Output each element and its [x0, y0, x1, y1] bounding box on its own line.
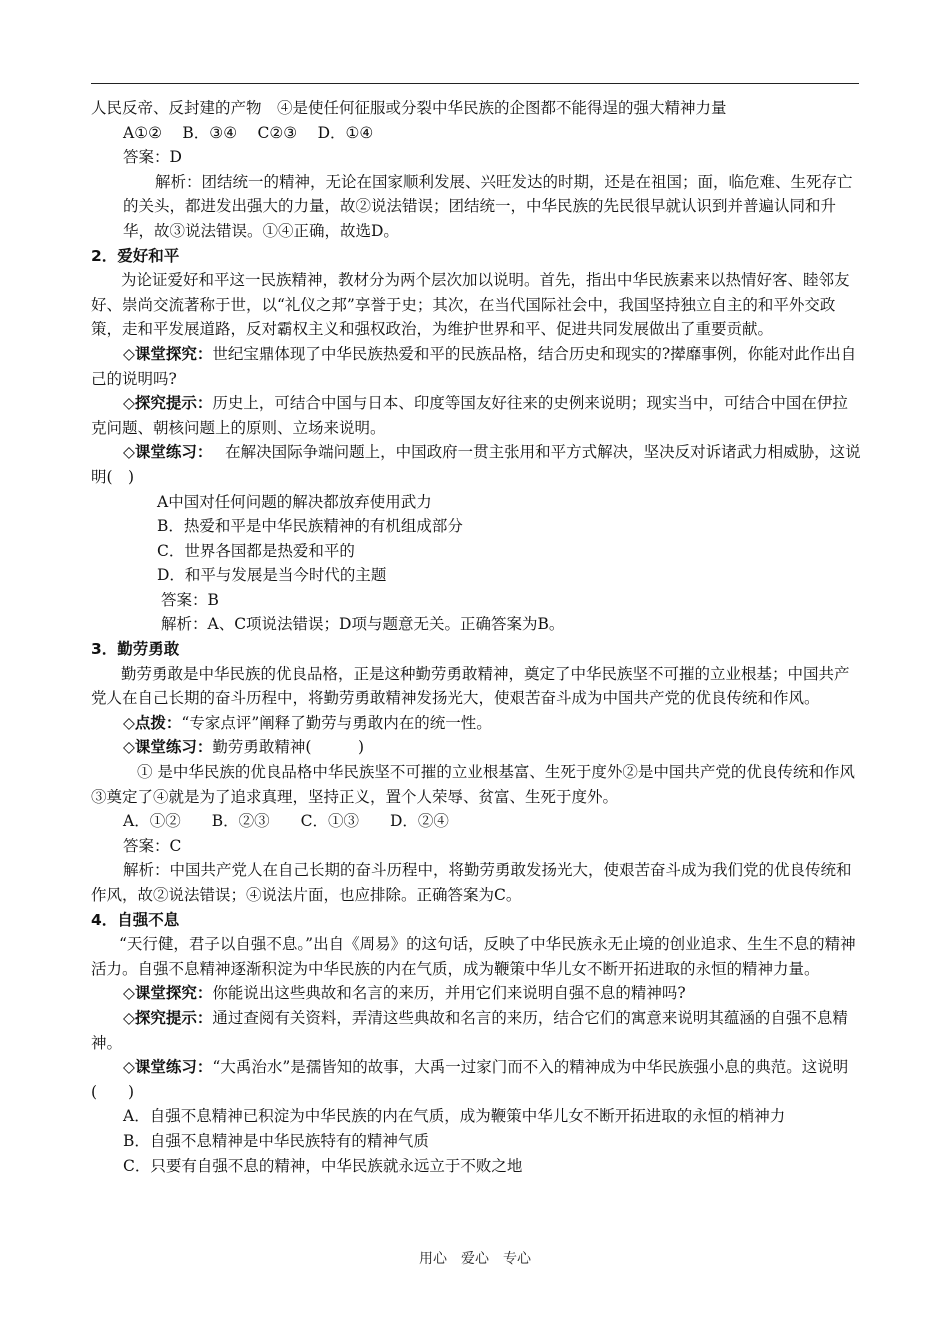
analysis-line: 解析：A、C项说法错误；D项与题意无关。正确答案为B。 — [161, 615, 565, 634]
exploration-1: ◇课堂探究：世纪宝鼎体现了中华民族热爱和平的民族品格，结合历史和现实的?撵靡事例，你能对此作出自己的说明吗? — [91, 344, 857, 388]
header-rule — [91, 83, 859, 84]
analysis-para: 解析：团结统一的精神，无论在国家顺利发展、兴旺发达的时期，还是在祖国；面，临危难、生死存亡的关头，都进发出强大的力量，故②说法错误；团结统一，中华民族的先民很早就认识到并普遍认同和升华，故③说法错误。①④正确，故选D。 — [123, 172, 853, 240]
option-c: C．世界各国都是热爱和平的 — [157, 541, 355, 560]
page-footer: 用心 爱心 专心 — [419, 1251, 531, 1267]
answer-line: 答案：C — [123, 836, 182, 855]
option-c: C．只要有自强不息的精神，中华民族就永远立于不败之地 — [123, 1156, 523, 1175]
answer-line: 答案：B — [161, 590, 219, 609]
exercise-1: ◇课堂练习： 在解决国际争端问题上，中国政府一贯主张用和平方式解决，坚决反对诉诸武力相威胁，这说明( ) — [91, 443, 861, 486]
section-para-4: “天行健，君子以自强不息。”出自《周易》的这句话，反映了中华民族永无止境的创业追求、生生不息的精神活力。自强不息精神逐渐积淀为中华民族的内在气质，成为鞭策中华儿女不断开拓进取的永恒的精神力量。 — [91, 935, 856, 978]
exercise-2-body: ① 是中华民族的优良品格中华民族坚不可摧的立业根基富、生死于度外②是中国共产党的优良传统和作风③奠定了④就是为了追求真理，坚持正义，置个人荣辱、贫富、生死于度外。 — [91, 763, 855, 806]
exercise-2: ◇课堂练习：勤劳勇敢精神( ) — [123, 738, 365, 757]
option-b: B．热爱和平是中华民族精神的有机组成部分 — [157, 517, 463, 536]
hint-1: ◇探究提示：历史上，可结合中国与日本、印度等国友好往来的史例来说明；现实当中，可结合中国在伊拉克问题、朝核问题上的原则、立场来说明。 — [91, 394, 848, 437]
option-b: B．自强不息精神是中华民族特有的精神气质 — [123, 1131, 429, 1150]
option-d: D．和平与发展是当今时代的主题 — [157, 566, 387, 585]
analysis-para: 解析：中国共产党人在自己长期的奋斗历程中，将勤劳勇敢发扬光大，使艰苦奋斗成为我们党的优良传统和作风，故②说法错误；④说法片面，也应排除。正确答案为C。 — [91, 861, 852, 904]
hint-2: ◇探究提示：通过查阅有关资料，弄清这些典故和名言的来历，结合它们的寓意来说明其蕴涵的自强不息精神。 — [91, 1008, 848, 1052]
option-a: A．自强不息精神已积淀为中华民族的内在气质，成为鞭策中华儿女不断开拓进取的永恒的梢神力 — [123, 1107, 786, 1126]
tip-1: ◇点拨：“专家点评”阐释了勤劳与勇敢内在的统一性。 — [123, 713, 492, 732]
text-line: 人民反帝、反封建的产物 ④是使任何征服或分裂中华民族的企图都不能得逞的强大精神力量 — [91, 99, 727, 117]
section-para-3: 勤劳勇敢是中华民族的优良品格，正是这种勤劳勇敢精神，奠定了中华民族坚不可摧的立业根基；中国共产党人在自己长期的奋斗历程中，将勤劳勇敢精神发扬光大，使艰苦奋斗成为中国共产党的优良传统和作风。 — [91, 664, 850, 708]
section-heading-3: 3．勤劳勇敢 — [91, 640, 180, 659]
page-body — [91, 96, 863, 1178]
section-heading-2: 2．爱好和平 — [91, 246, 180, 265]
exercise-3: ◇课堂练习：“大禹治水”是孺皆知的故事，大禹一过家门而不入的精神成为中华民族强小息的典范。这说明( ) — [91, 1058, 849, 1101]
options-line: A．①② B．②③ C．①③ D．②④ — [123, 812, 449, 831]
option-a: A中国对任何问题的解决都放弃使用武力 — [157, 492, 432, 511]
exploration-2: ◇课堂探究：你能说出这些典故和名言的来历，并用它们来说明自强不息的精神吗? — [123, 984, 686, 1003]
answer-line: 答案：D — [123, 148, 182, 167]
section-heading-4: 4．自强不息 — [91, 910, 180, 929]
options-line: A①② B．③④ C②③ D．①④ — [123, 123, 374, 142]
section-para-2: 为论证爱好和平这一民族精神，教材分为两个层次加以说明。首先，指出中华民族素来以热情好客、睦邻友好、崇尚交流著称于世，以“礼仪之邦”享誉于史；其次，在当代国际社会中，我国坚持独立自主的和平外交政策，走和平发展道路，反对霸权主义和强权政治，为维护世界和平、促进共同发展做出了重要贡献。 — [91, 271, 850, 339]
